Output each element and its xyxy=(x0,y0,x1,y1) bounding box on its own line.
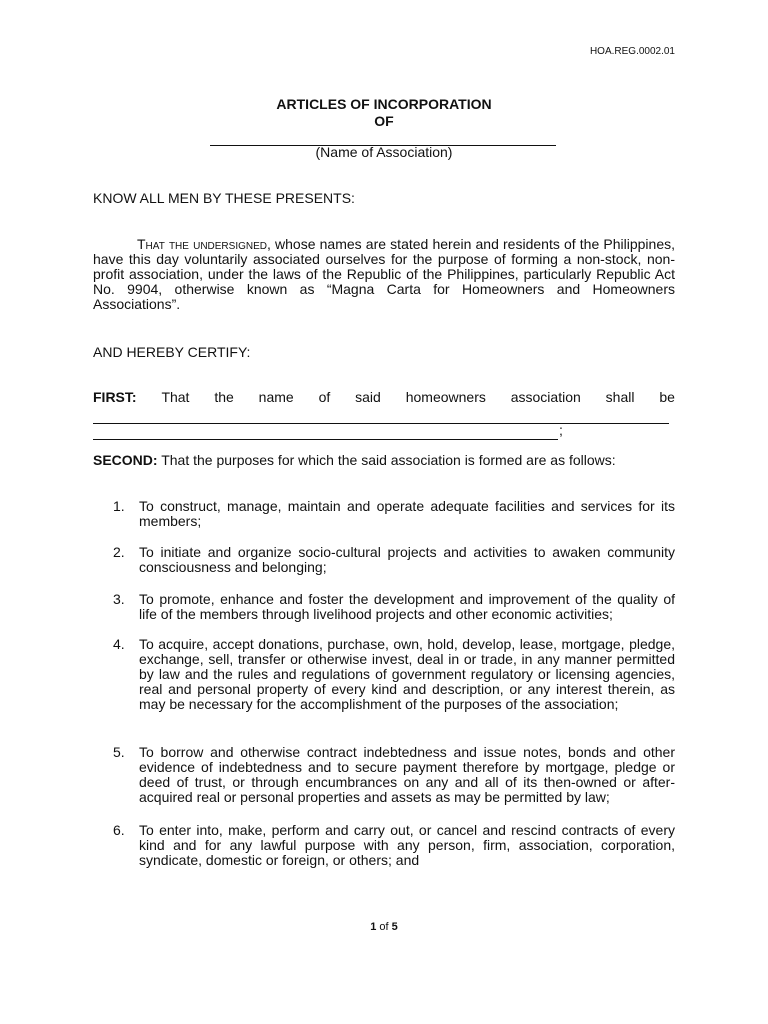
undersigned-smallcaps: That the undersigned xyxy=(137,236,267,252)
page-of: of xyxy=(376,921,392,933)
purpose-text: To promote, enhance and foster the development and improvement of the quality of life of the members through livelihood projects and other economic activities; xyxy=(139,591,675,622)
purpose-text: To enter into, make, perform and carry out, or cancel and rescind contracts of every kind and for any lawful purpose with any person, firm, association, corporation, syndicate, domestic or foreign, or others; and xyxy=(139,822,675,868)
purpose-number: 3. xyxy=(113,591,125,607)
purpose-text: To acquire, accept donations, purchase, own, hold, develop, lease, mortgage, pledge, exchange, sell, transfer or otherwise invest, deal in or trade, in any manner permitted by law and the rules and regulations of government regulatory or licensing agencies, real and personal property of every kind and description, or any interest therein, as may be necessary for the accomplishment of the purposes of the association; xyxy=(139,636,675,712)
second-label: SECOND: xyxy=(93,452,158,468)
purpose-text: To initiate and organize socio-cultural projects and activities to awaken community consciousness and belonging; xyxy=(139,544,675,575)
second-text: That the purposes for which the said association is formed are as follows: xyxy=(157,452,616,468)
association-name-fill-line-2 xyxy=(93,425,558,440)
purpose-number: 4. xyxy=(113,636,125,652)
document-code: HOA.REG.0002.01 xyxy=(589,46,675,57)
title-line-1: ARTICLES OF INCORPORATION xyxy=(276,96,492,112)
first-word: said xyxy=(355,389,381,405)
purpose-number: 2. xyxy=(113,544,125,560)
first-word: shall xyxy=(605,389,635,405)
association-name-caption: (Name of Association) xyxy=(315,144,453,160)
purpose-number: 1. xyxy=(113,498,125,514)
first-word: be xyxy=(659,389,675,405)
first-word: association xyxy=(510,389,581,405)
page-current: 1 xyxy=(370,921,377,933)
first-word: That xyxy=(161,389,190,405)
page-total: 5 xyxy=(391,921,398,933)
first-word: the xyxy=(214,389,234,405)
first-word: of xyxy=(318,389,331,405)
undersigned-paragraph xyxy=(93,237,675,312)
undersigned-text: , whose names are stated herein and residents of the Philippines, have this day voluntarily associated ourselves for the purpose of forming a non-stock, non-profit association, under the laws of the Republic of the Philippines, particularly Republic Act No. 9904, otherwise known as “Magna Carta for Homeowners and Homeowners Associations”. xyxy=(93,236,675,312)
first-terminator: ; xyxy=(559,422,563,438)
second-clause xyxy=(93,453,675,468)
first-label: FIRST: xyxy=(93,389,137,405)
purpose-number: 5. xyxy=(113,744,125,760)
title-line-2: OF xyxy=(374,113,394,129)
hereby-certify: AND HEREBY CERTIFY: xyxy=(93,344,251,360)
opening-line: KNOW ALL MEN BY THESE PRESENTS: xyxy=(93,190,355,206)
purpose-text: To construct, manage, maintain and operate adequate facilities and services for its members; xyxy=(139,498,675,529)
first-clause xyxy=(93,390,675,405)
document-title xyxy=(0,96,768,130)
association-name-fill-line-1 xyxy=(93,409,669,424)
first-word: homeowners xyxy=(405,389,486,405)
page-number xyxy=(0,920,768,935)
first-word: name xyxy=(258,389,294,405)
purpose-number: 6. xyxy=(113,822,125,838)
purpose-text: To borrow and otherwise contract indebtedness and issue notes, bonds and other evidence of indebtedness and to secure payment therefore by mortgage, pledge or deed of trust, or through encumbrances on any and all of its then-owned or after-acquired real or personal properties and assets as may be permitted by law; xyxy=(139,744,675,805)
